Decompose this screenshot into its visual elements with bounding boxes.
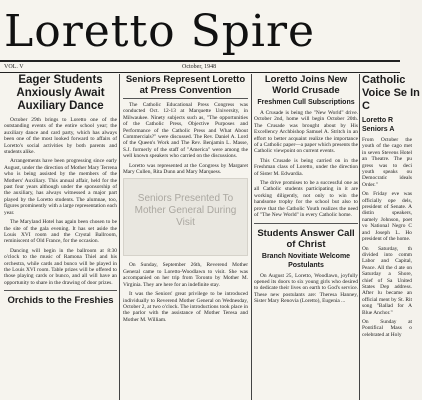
article-paragraph: On Saturday, th divided into comm Labor and Capital, Peace. All the d ate on Saturday a Shore, chief of Sa United States Dep address. After lu became an official ment by St. Rit song "Ballad for A Blue Anchor." [362, 245, 412, 316]
article-paragraph: It was the Seniors' great privilege to be introduced individually to Reverend Mother General on Wednesday, October 2, at two o'clock. The introductions took place in the parlor with the assistance of Mother Teresa and Mother M. William. [123, 291, 248, 323]
column-2 [123, 74, 248, 400]
article-separator [123, 98, 248, 99]
volume-number: VOL. V [4, 64, 24, 70]
article-paragraph: Loretto was represented at the Congress by Margaret Mary Cullen, Rita Dunn and Mary Marquess. [123, 162, 248, 176]
subhead-loretto-seniors: Loretto R Seniors A [362, 117, 395, 133]
article-paragraph: Dancing will begin in the ballroom at 8:30 o'clock to the music of Ramona Thiel and his orchestra, while cards and bunco will be played in the Louis XVI room. Table prizes will be offered to those playing cards or bunco, and all will have an opportunity to share in the drawing of door prizes. [4, 247, 117, 286]
column-3 [254, 74, 358, 400]
column-1 [4, 74, 117, 400]
article-paragraph: The Catholic Educational Press Congress was conducted Oct. 12-13 at Marquette University, in Milwaukee. Ninety subjects such as, "The opportunities of the Catholic Press, Objective Purposes and Performance of the Catholic Press and What About Commercials?" were discussed. The Rev. Daniel A. Lord of the Queen's Work and The Rev. Benjamin L. Masse, S.J. formerly of the staff of "America" were among the well known speakers who carried on the discussions. [123, 102, 248, 160]
article-separator [4, 290, 117, 291]
article-paragraph: Arrangements have been progressing since early August, under the direction of Mother Mary Terrena who is being assisted by the members of the Mothers' Auxiliary. This annual affair, held for the past four years although under the sponsorship of the auxiliary, has always witnessed a major part played by the Loretto students. The alumnae, too, figures prominently with a large representation each year. [4, 158, 117, 216]
article-paragraph: October 29th brings to Loretto one of the outstanding events of the entire school year; the auxiliary dance and card party, which has always been one of the most looked forward to affairs of Loretto's social activities by both parents and students alike. [4, 117, 117, 156]
dateline [0, 60, 400, 73]
headline-orchids: Orchids to the Freshies [7, 295, 114, 307]
headline-call-of-christ: Students Answer Call of Christ [257, 227, 355, 250]
headline-mother-general: Seniors Presented To Mother General During Visit [134, 193, 237, 229]
headline-press-convention: Seniors Represent Loretto at Press Convention [125, 74, 246, 96]
masthead [0, 2, 400, 60]
issue-date: October, 1948 [182, 64, 217, 70]
column-rule [251, 74, 252, 400]
headline-catholic-voice: Catholic Voice Se In C [362, 74, 420, 112]
newspaper-title: Loretto Spire [4, 6, 316, 57]
column-rule [119, 74, 120, 400]
article-paragraph: This Crusade is being carried on in the Freshman class of Loretto, under the direction of Sister M. Edwardia. [254, 157, 358, 177]
article-paragraph: The Maryland Hotel has again been chosen to be the site of the gala evening. It has set aside the Louis XVI room and the Crystal Ballroom, reminiscent of Old France, for the occasion. [4, 219, 117, 245]
column-4-cropped [362, 74, 420, 400]
article-separator [254, 223, 358, 224]
subhead-branch-novitiate: Branch Novitiate Welcome Postulants [261, 252, 351, 269]
article-paragraph: On Friday eve was officially ope dels, president of Senate. A distin speakers, namely Johnson, poet vo National Negro C and Joseph L. Ho president of the home. [362, 191, 412, 243]
headline-new-world-crusade: Loretto Joins New World Crusade [264, 74, 348, 96]
article-paragraph: On August 25, Loretto, Woodlawn, joyfully opened its doors to six young girls who desired to dedicate their lives on earth to God's service. These new postulants are: Theresa Hanney, Sister Mary Renovia (Loretto), Eugenia ... [254, 272, 358, 305]
article-paragraph: On Sunday, September 26th, Reverend Mother General came to Loretto-Woodlawn to visit. She was accompanied on her trip from Toronto by Mother M. Virginia. They are here for an indefinite stay. [123, 262, 248, 288]
article-paragraph: On Sunday at Pontifical Mass o celebrated at Holy [362, 318, 412, 338]
article-paragraph: From October the youth of the cago met in seven Stevens Hotel an Theatre. The pu gress was to deci youth speaks ou Democratic ideals Order." [362, 137, 412, 188]
article-paragraph: The drive promises to be a successful one as all Catholic students participating in it are working diligently, not only to win the handsome trophy for the school but also to prove that the Catholic Youth realizes the need of "The New World" in every Catholic home. [254, 180, 358, 219]
headline-auxiliary-dance: Eager Students Anxiously Await Auxiliary Dance [16, 74, 105, 112]
subhead-freshmen: Freshmen Cull Subscriptions [257, 99, 355, 106]
article-paragraph: A Crusade is being the "New World" drive. October 2nd, home will begin October 20th. The Crusade was brought about by His Excellency Archbishop Samuel A. Stritch in an effort to better acquaint realize the importance of a Catholic paper—a paper which presents the Catholic viewpoint on current events. [254, 110, 358, 155]
faded-photo-area [123, 178, 248, 256]
column-rule [359, 74, 360, 400]
